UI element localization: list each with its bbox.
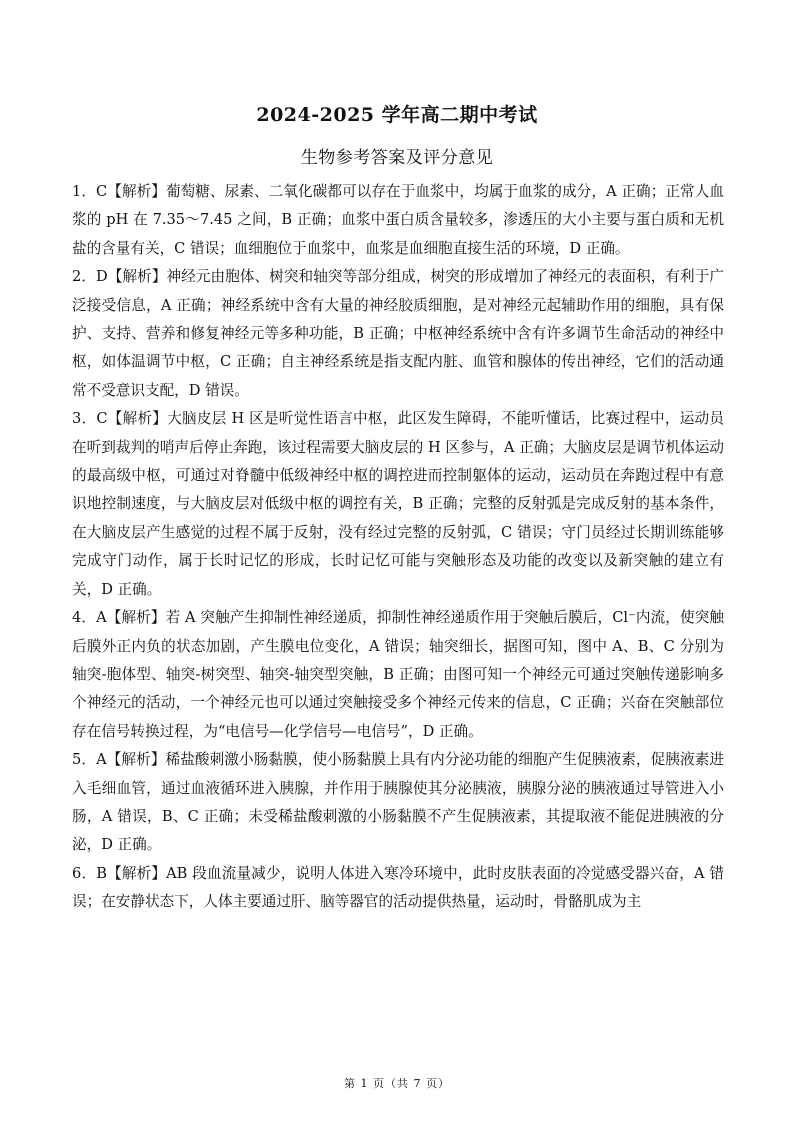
answer-item-1: 1．C【解析】葡萄糖、尿素、二氧化碳都可以存在于血浆中，均属于血浆的成分，A 正确；正常人血浆的 pH 在 7.35～7.45 之间，B 正确；血浆中蛋白质含量较多，渗透压的大小主要与蛋白质和无机盐的含量有关，C 错误；血细胞位于血浆中，血浆是血细胞直接生活的环境，D 正确。 <box>72 183 724 257</box>
document-subtitle: 生物参考答案及评分意见 <box>300 148 494 168</box>
answer-item-4: 4．A【解析】若 A 突触产生抑制性神经递质，抑制性神经递质作用于突触后膜后，Cl⁻内流，使突触后膜外正内负的状态加剧，产生膜电位变化，A 错误；轴突细长，据图可知，图中 A、B、C 分别为轴突-胞体型、轴突-树突型、轴突-轴突型突触，B 正确；由图可知一个神经元可通过突触传递影响多个神经元的活动，一个神经元也可以通过突触接受多个神经元传来的信息，C 正确；兴奋在突触部位存在信号转换过程，为“电信号—化学信号—电信号”，D 正确。 <box>72 609 724 740</box>
page-footer: 第 1 页（共 7 页） <box>344 1077 450 1090</box>
answer-item-5: 5．A【解析】稀盐酸刺激小肠黏膜，使小肠黏膜上具有内分泌功能的细胞产生促胰液素，促胰液素进入毛细血管，通过血液循环进入胰腺，并作用于胰腺使其分泌胰液，胰腺分泌的胰液通过导管进入小肠，A 错误，B、C 正确；未受稀盐酸刺激的小肠黏膜不产生促胰液素，其提取液不能促进胰液的分泌，D 正确。 <box>72 751 724 854</box>
answer-list <box>72 178 724 917</box>
answer-item-2: 2．D【解析】神经元由胞体、树突和轴突等部分组成，树突的形成增加了神经元的表面积，有利于广泛接受信息，A 正确；神经系统中含有大量的神经胶质细胞，是对神经元起辅助作用的细胞，具有保护、支持、营养和修复神经元等多种功能，B 正确；中枢神经系统中含有许多调节生命活动的神经中枢，如体温调节中枢，C 正确；自主神经系统是指支配内脏、血管和腺体的传出神经，它们的活动通常不受意识支配，D 错误。 <box>72 268 724 399</box>
document-title: 2024-2025 学年高二期中考试 <box>256 104 538 126</box>
answer-item-6: 6．B【解析】AB 段血流量减少，说明人体进入寒冷环境中，此时皮肤表面的冷觉感受器兴奋，A 错误；在安静状态下，人体主要通过肝、脑等器官的活动提供热量，运动时，骨骼肌成为主 <box>72 864 724 911</box>
answer-item-3: 3．C【解析】大脑皮层 H 区是听觉性语言中枢，此区发生障碍，不能听懂话，比赛过程中，运动员在听到裁判的哨声后停止奔跑，该过程需要大脑皮层的 H 区参与，A 正确；大脑皮层是调节机体运动的最高级中枢，可通过对脊髓中低级神经中枢的调控进而控制躯体的运动，运动员在奔跑过程中有意识地控制速度，与大脑皮层对低级中枢的调控有关，B 正确；完整的反射弧是完成反射的基本条件，在大脑皮层产生感觉的过程不属于反射，没有经过完整的反射弧，C 错误；守门员经过长期训练能够完成守门动作，属于长时记忆的形成，长时记忆可能与突触形态及功能的改变以及新突触的建立有关，D 正确。 <box>72 410 724 598</box>
